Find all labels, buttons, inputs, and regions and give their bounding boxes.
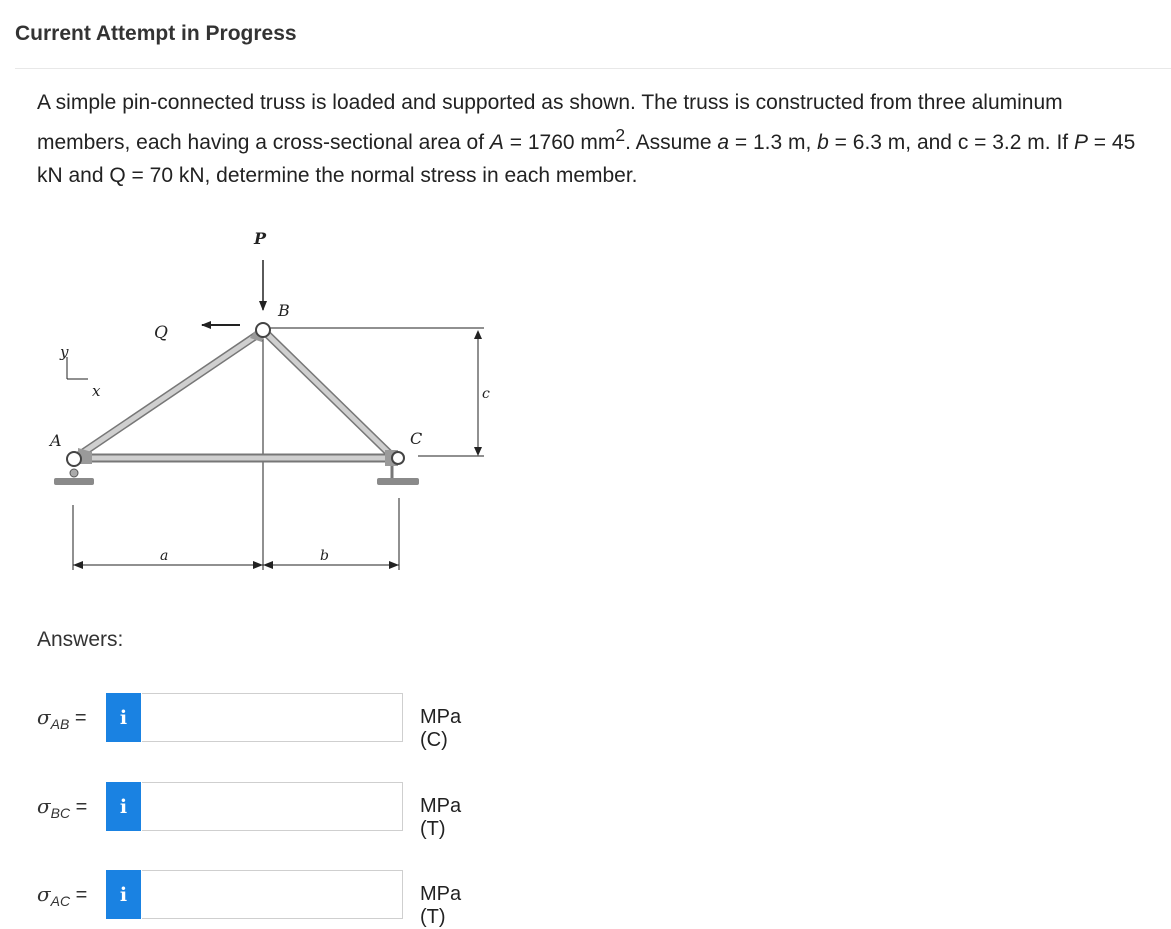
answers-label: Answers: [37,628,124,651]
sigma-ac-label: $\sigma_{AC}$ = [37,882,88,909]
header-divider [15,68,1171,69]
label-y: y [60,343,69,361]
unit-ab: MPa (C) [420,706,462,751]
support-A [54,478,94,485]
label-A: A [50,431,62,450]
joint-B [256,323,270,337]
sigma-ab-label: $\sigma_{AB}$ = [37,705,87,732]
label-a: a [160,548,169,564]
label-Q: Q [154,323,168,343]
support-C [377,478,419,485]
answer-input-ab[interactable] [142,693,403,742]
label-B: B [278,301,290,320]
joint-C [392,452,404,464]
info-button-ab[interactable] [106,693,141,742]
label-b: b [320,548,329,564]
unit-ac: MPa (T) [420,883,462,928]
label-C: C [410,429,423,448]
page-title: Current Attempt in Progress [15,22,297,45]
label-x: x [92,382,101,400]
sigma-bc-label: $\sigma_{BC}$ = [37,794,88,821]
info-button-ac[interactable] [106,870,141,919]
unit-bc: MPa (T) [420,795,462,840]
label-c: c [482,386,490,402]
answer-input-bc[interactable] [142,782,403,831]
info-button-bc[interactable] [106,782,141,831]
info-icon: i [119,795,128,818]
problem-statement: A simple pin-connected truss is loaded and supported as shown. The truss is constructed from three aluminum members, each having a cross-sectional area of A = 1760 $mm^2$. Assume a = 1.3 m, b = 6.3 m, and c = 3.2 m. If P = 45 kN and Q = 70 kN, determine the normal stress in each member. [37,91,1136,187]
answer-input-ac[interactable] [142,870,403,919]
info-icon: i [119,883,128,906]
truss-diagram [30,220,500,590]
label-P: P [254,229,267,248]
info-icon: i [119,706,128,729]
joint-A [67,452,81,466]
